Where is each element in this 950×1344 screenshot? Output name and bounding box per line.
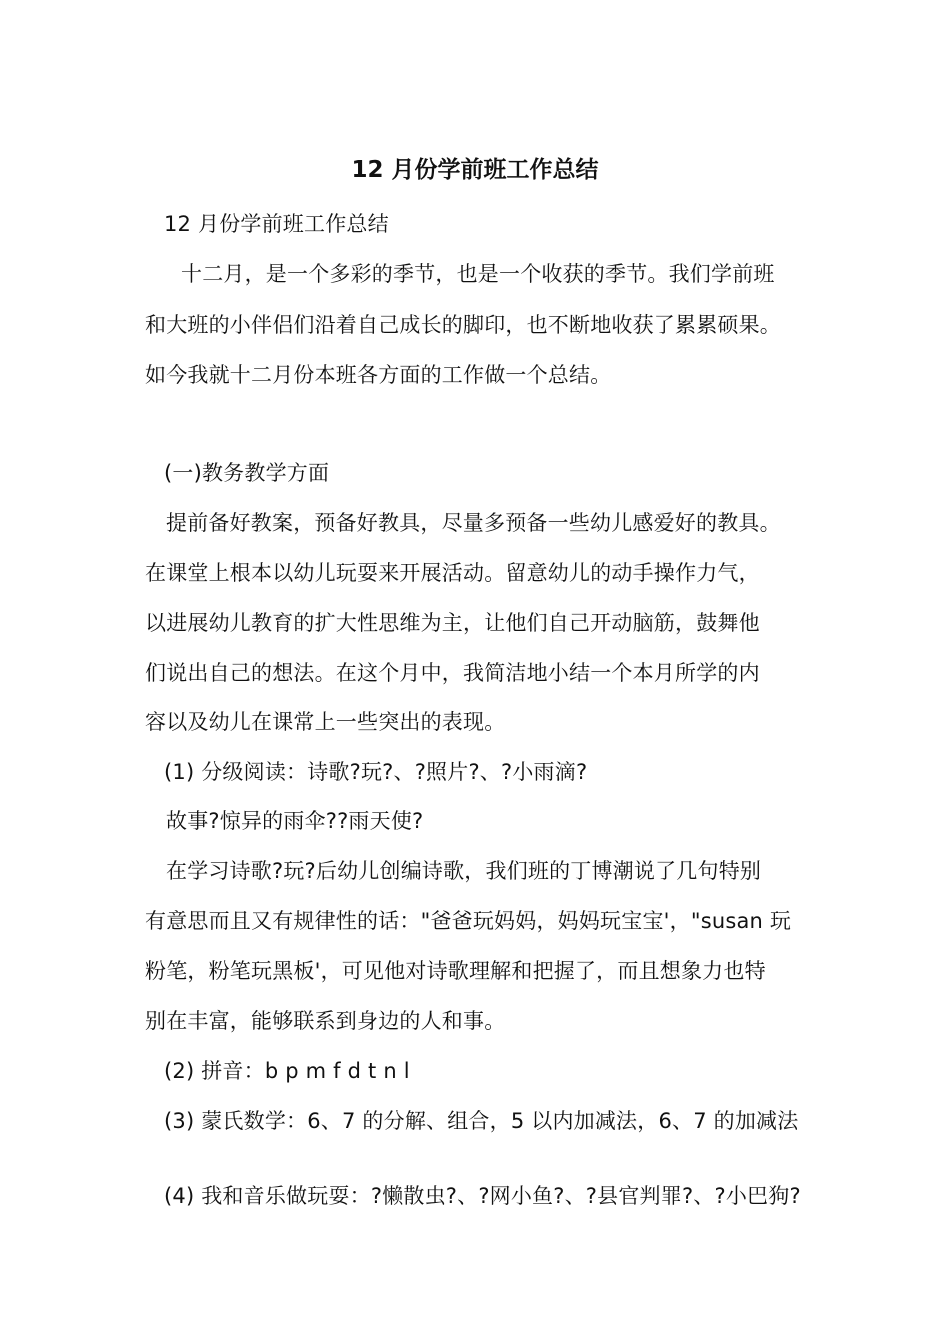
list-item-3: (3) 蒙氏数学：6、7 的分解、组合，5 以内加减法，6、7 的加减法 [164, 1109, 799, 1133]
section-body-line-1: 提前备好教案，预备好教具，尽量多预备一些幼儿感爱好的教具。 [166, 511, 781, 535]
section-heading: (一)教务教学方面 [164, 461, 330, 485]
item1-body-line-2: 有意思而且又有规律性的话："爸爸玩妈妈，妈妈玩宝宝'，"susan 玩 [145, 909, 792, 933]
list-item-1: (1) 分级阅读：诗歌?玩?、?照片?、?小雨滴? [164, 760, 588, 784]
document-title: 12 月份学前班工作总结 [351, 157, 599, 183]
item1-body-line-3: 粉笔，粉笔玩黑板'，可见他对诗歌理解和把握了，而且想象力也特 [145, 959, 766, 983]
list-item-4: (4) 我和音乐做玩耍：?懒散虫?、?网小鱼?、?县官判罪?、?小巴狗? [164, 1184, 801, 1208]
intro-line-2: 和大班的小伴侣们沿着自己成长的脚印，也不断地收获了累累硕果。 [145, 313, 781, 337]
section-body-line-3: 以进展幼儿教育的扩大性思维为主，让他们自己开动脑筋，鼓舞他 [145, 611, 760, 635]
list-item-2: (2) 拼音：b p m f d t n l [164, 1059, 410, 1083]
document-subtitle: 12 月份学前班工作总结 [164, 212, 389, 236]
item1-body-line-4: 别在丰富，能够联系到身边的人和事。 [145, 1009, 506, 1033]
list-item-1-continuation: 故事?惊异的雨伞??雨天使? [166, 809, 424, 833]
item1-body-line-1: 在学习诗歌?玩?后幼儿创编诗歌，我们班的丁博潮说了几句特别 [166, 859, 762, 883]
intro-line-1: 十二月，是一个多彩的季节，也是一个收获的季节。我们学前班 [181, 262, 775, 286]
section-body-line-2: 在课堂上根本以幼儿玩耍来开展活动。留意幼儿的动手操作力气， [145, 561, 760, 585]
section-body-line-5: 容以及幼儿在课常上一些突出的表现。 [145, 710, 506, 734]
intro-line-3: 如今我就十二月份本班各方面的工作做一个总结。 [145, 363, 612, 387]
section-body-line-4: 们说出自己的想法。在这个月中，我简洁地小结一个本月所学的内 [145, 661, 760, 685]
